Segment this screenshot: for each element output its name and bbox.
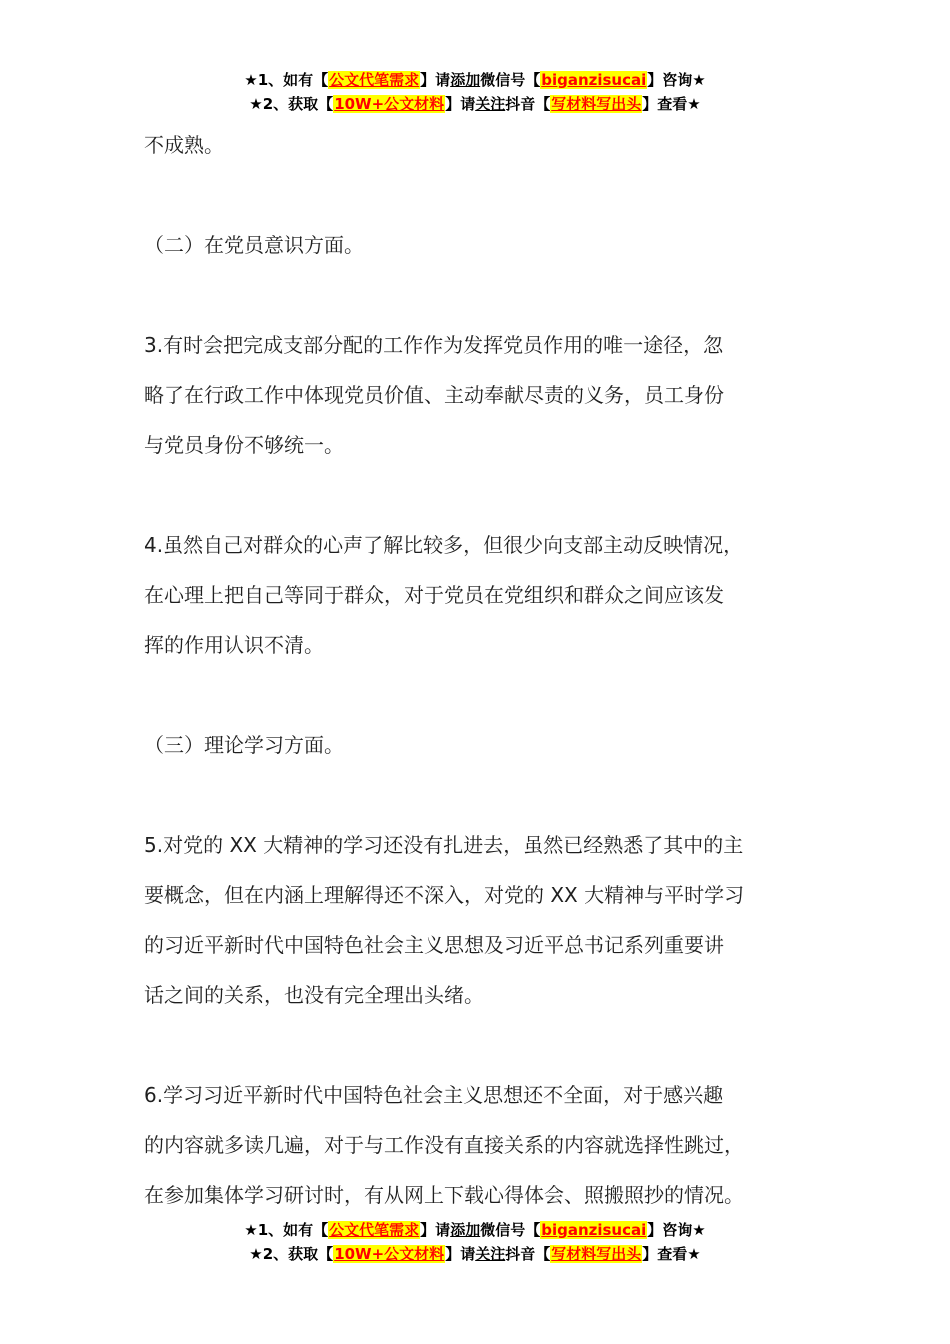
footer-line-1-prefix: ★1、如有【 <box>244 1221 329 1239</box>
header-line-1-text: 】请 <box>420 71 451 89</box>
paragraph-line: 挥的作用认识不清。 <box>144 633 324 657</box>
materials-highlight: 10W+公文材料 <box>334 95 445 113</box>
wechat-id-highlight: biganzisucai <box>541 71 647 89</box>
header-line-1-suffix: 】咨询★ <box>647 71 706 89</box>
paragraph-line: 的习近平新时代中国特色社会主义思想及习近平总书记系列重要讲 <box>144 933 724 957</box>
ghostwriting-highlight: 公文代笔需求 <box>329 1221 420 1239</box>
document-body <box>144 120 834 1220</box>
paragraph-line: 在心理上把自己等同于群众，对于党员在党组织和群众之间应该发 <box>144 583 724 607</box>
paragraph-line: 与党员身份不够统一。 <box>144 433 344 457</box>
footer-line-2-prefix: ★2、获取【 <box>249 1245 334 1263</box>
paragraph-line: 话之间的关系，也没有完全理出头绪。 <box>144 983 484 1007</box>
footer-line-1-suffix: 】咨询★ <box>647 1221 706 1239</box>
add-underlined: 添加 <box>450 71 481 89</box>
materials-highlight: 10W+公文材料 <box>334 1245 445 1263</box>
header-line-1-text-2: 微信号【 <box>480 71 541 89</box>
add-underlined: 添加 <box>450 1221 481 1239</box>
footer-line-2-text-2: 抖音【 <box>505 1245 551 1263</box>
paragraph-line: 6.学习习近平新时代中国特色社会主义思想还不全面，对于感兴趣 <box>144 1083 724 1107</box>
paragraph-line: 要概念，但在内涵上理解得还不深入，对党的 XX 大精神与平时学习 <box>144 883 745 907</box>
footer-line-2 <box>0 1242 950 1266</box>
footer-line-2-suffix: 】查看★ <box>642 1245 701 1263</box>
paragraph-item-5 <box>144 820 834 1020</box>
header-banner <box>0 68 950 116</box>
header-line-2 <box>0 92 950 116</box>
paragraph-line: 4.虽然自己对群众的心声了解比较多，但很少向支部主动反映情况， <box>144 533 744 557</box>
header-line-1-prefix: ★1、如有【 <box>244 71 329 89</box>
section-heading: （二）在党员意识方面。 <box>144 233 364 257</box>
follow-underlined: 关注 <box>475 95 506 113</box>
douyin-account-highlight: 写材料写出头 <box>551 1245 642 1263</box>
follow-underlined: 关注 <box>475 1245 506 1263</box>
paragraph-line: 不成熟。 <box>144 133 224 157</box>
paragraph-item-4 <box>144 520 834 670</box>
footer-line-1-text: 】请 <box>420 1221 451 1239</box>
header-line-2-text: 】请 <box>445 95 476 113</box>
footer-line-1-text-2: 微信号【 <box>480 1221 541 1239</box>
paragraph-item-3 <box>144 320 834 470</box>
header-line-2-prefix: ★2、获取【 <box>249 95 334 113</box>
paragraph-item-6 <box>144 1070 834 1220</box>
header-line-2-text-2: 抖音【 <box>505 95 551 113</box>
section-heading: （三）理论学习方面。 <box>144 733 344 757</box>
paragraph-line: 3.有时会把完成支部分配的工作作为发挥党员作用的唯一途径，忽 <box>144 333 724 357</box>
ghostwriting-highlight: 公文代笔需求 <box>329 71 420 89</box>
paragraph-line: 在参加集体学习研讨时，有从网上下载心得体会、照搬照抄的情况。 <box>144 1183 744 1207</box>
section-heading-party-awareness <box>144 220 834 270</box>
footer-line-2-text: 】请 <box>445 1245 476 1263</box>
footer-banner <box>0 1218 950 1266</box>
paragraph-continuation <box>144 120 834 170</box>
douyin-account-highlight: 写材料写出头 <box>551 95 642 113</box>
section-heading-theory-study <box>144 720 834 770</box>
paragraph-line: 5.对党的 XX 大精神的学习还没有扎进去，虽然已经熟悉了其中的主 <box>144 833 744 857</box>
footer-line-1 <box>0 1218 950 1242</box>
paragraph-line: 略了在行政工作中体现党员价值、主动奉献尽责的义务，员工身份 <box>144 383 724 407</box>
wechat-id-highlight: biganzisucai <box>541 1221 647 1239</box>
header-line-1 <box>0 68 950 92</box>
header-line-2-suffix: 】查看★ <box>642 95 701 113</box>
paragraph-line: 的内容就多读几遍，对于与工作没有直接关系的内容就选择性跳过， <box>144 1133 744 1157</box>
